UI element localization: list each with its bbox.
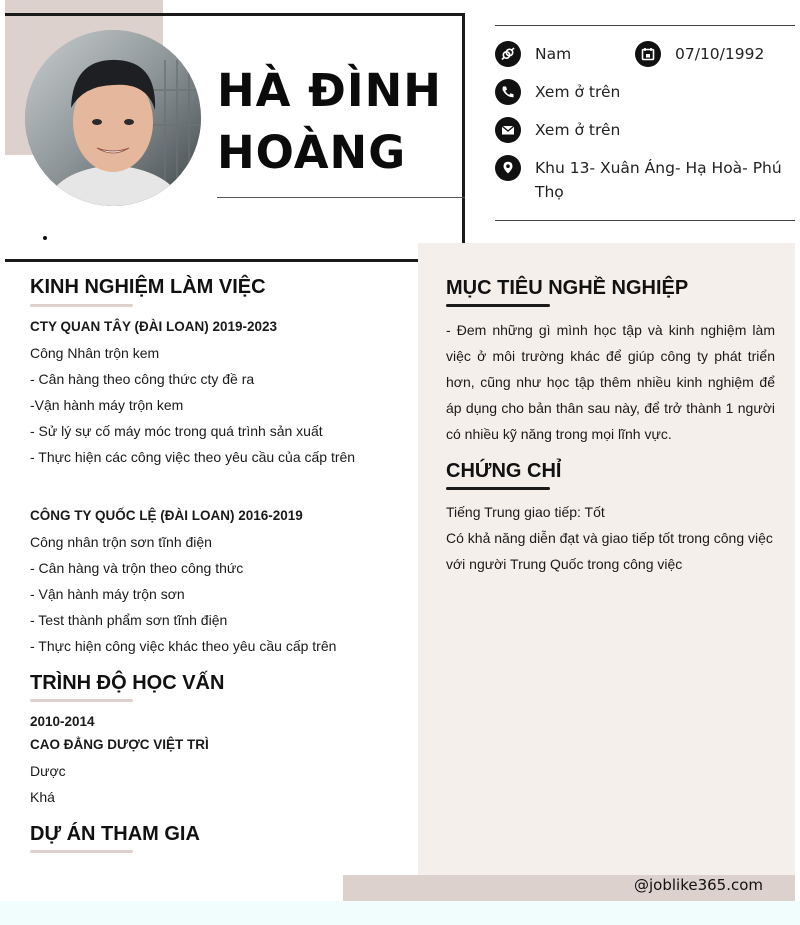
job-1-line: -Vận hành máy trộn kem bbox=[30, 397, 184, 413]
certificate-line: Có khả năng diễn đạt và giao tiếp tốt trong công việc với người Trung Quốc trong công việc bbox=[446, 530, 773, 572]
job-2-company: CÔNG TY QUỐC LỆ (ĐÀI LOAN) 2016-2019 bbox=[30, 508, 303, 523]
projects-underline bbox=[30, 850, 133, 853]
certificates-title: CHỨNG CHỈ bbox=[446, 460, 562, 482]
contact-divider-bottom bbox=[495, 220, 795, 221]
job-2-line: - Thực hiện công việc khác theo yêu cầu cấp trên bbox=[30, 638, 337, 654]
gender-icon bbox=[495, 41, 521, 67]
birthday-value: 07/10/1992 bbox=[675, 45, 765, 63]
job-1-line: Công Nhân trộn kem bbox=[30, 345, 160, 361]
job-1-line: - Sử lý sự cố máy móc trong quá trình sản xuất bbox=[30, 423, 323, 439]
projects-title: DỰ ÁN THAM GIA bbox=[30, 823, 200, 845]
calendar-icon bbox=[635, 41, 661, 67]
objective-underline bbox=[446, 304, 550, 307]
email-icon bbox=[495, 117, 521, 143]
phone-icon bbox=[495, 79, 521, 105]
job-2-line: - Cân hàng và trộn theo công thức bbox=[30, 560, 244, 576]
job-1-line: - Cân hàng theo công thức cty đề ra bbox=[30, 371, 255, 387]
section-divider bbox=[5, 259, 418, 262]
education-title: TRÌNH ĐỘ HỌC VẤN bbox=[30, 672, 225, 694]
job-2-line: Công nhân trộn sơn tĩnh điện bbox=[30, 534, 212, 550]
education-school: CAO ĐẲNG DƯỢC VIỆT TRÌ bbox=[30, 737, 209, 752]
address-value: Khu 13- Xuân Áng- Hạ Hoà- Phú Thọ bbox=[535, 159, 782, 201]
phone-value: Xem ở trên bbox=[535, 83, 621, 101]
certificates-underline bbox=[446, 487, 550, 490]
bottom-strip bbox=[0, 901, 800, 925]
education-major: Dược bbox=[30, 763, 66, 779]
location-icon bbox=[495, 155, 521, 181]
name-underline bbox=[217, 197, 465, 198]
education-underline bbox=[30, 699, 133, 702]
objective-title: MỤC TIÊU NGHỀ NGHIỆP bbox=[446, 277, 689, 299]
job-1-company: CTY QUAN TÂY (ĐÀI LOAN) 2019-2023 bbox=[30, 319, 278, 334]
certificate-line: Tiếng Trung giao tiếp: Tốt bbox=[446, 504, 605, 520]
candidate-name: HÀ ĐÌNH HOÀNG bbox=[217, 64, 442, 179]
job-2-line: - Test thành phẩm sơn tĩnh điện bbox=[30, 612, 228, 628]
education-years: 2010-2014 bbox=[30, 714, 95, 729]
email-value: Xem ở trên bbox=[535, 121, 621, 139]
contact-divider-top bbox=[495, 25, 795, 26]
education-grade: Khá bbox=[30, 789, 55, 805]
job-1-line: - Thực hiện các công việc theo yêu cầu của cấp trên bbox=[30, 449, 356, 465]
avatar bbox=[25, 30, 201, 206]
decorative-dot bbox=[43, 236, 47, 240]
experience-title: KINH NGHIỆM LÀM VIỆC bbox=[30, 276, 266, 298]
gender-value: Nam bbox=[535, 45, 572, 63]
footer-watermark: @joblike365.com bbox=[634, 876, 764, 894]
job-2-line: - Vận hành máy trộn sơn bbox=[30, 586, 185, 602]
avatar-photo bbox=[25, 30, 201, 206]
objective-text: - Đem những gì mình học tập và kinh nghiệm làm việc ở môi trường khác để giúp công ty phát triển hơn, cũng như học tập thêm nhiều kinh nghiệm để áp dụng cho bản thân sau này, để trở thành 1 người có nhiều kỹ năng trong mọi lĩnh vực. bbox=[446, 322, 775, 442]
experience-underline bbox=[30, 304, 133, 307]
